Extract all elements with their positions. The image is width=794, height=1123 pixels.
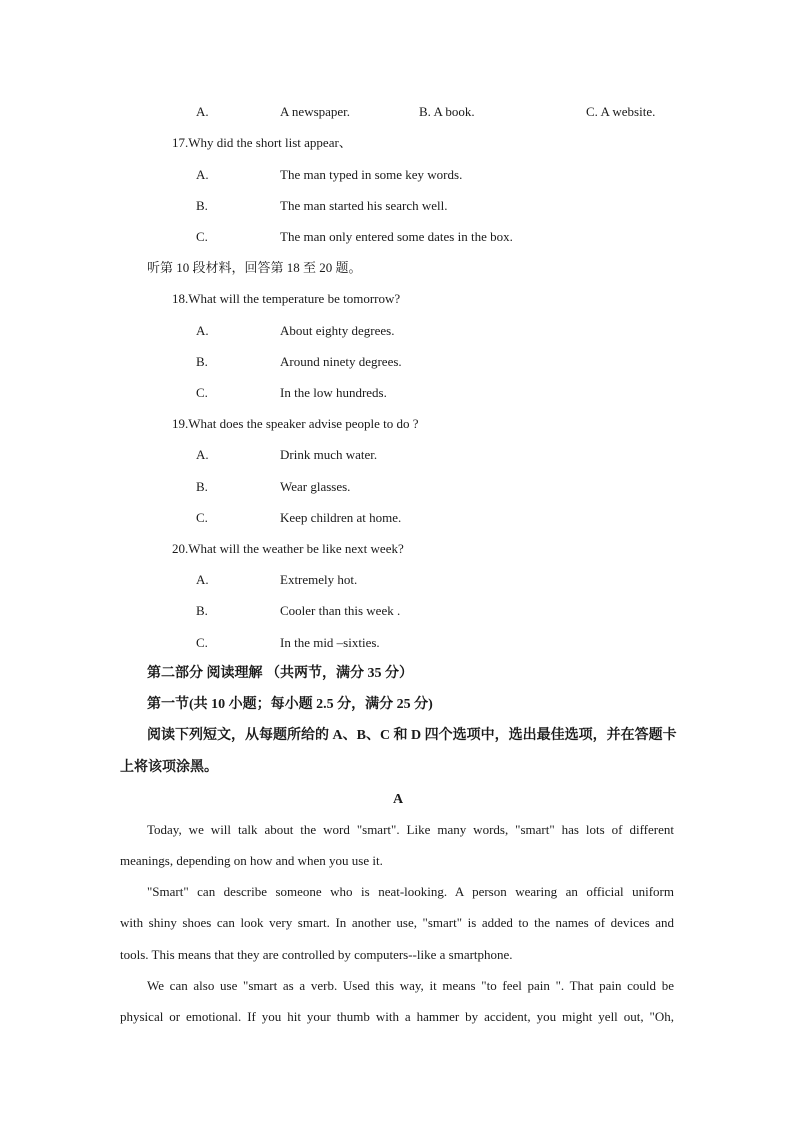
part-2-heading: 第二部分 阅读理解 （共两节，满分 35 分） bbox=[147, 666, 413, 681]
q20-option-a-letter: A. bbox=[196, 572, 209, 587]
q19-option-c-text: Keep children at home. bbox=[280, 510, 402, 525]
passage-p2-line2: with shiny shoes can look very smart. In another use, "smart" is added to the names of devices and bbox=[120, 915, 674, 930]
q16-option-b-text: A book. bbox=[433, 104, 475, 119]
passage-p1-line2: meanings, depending on how and when you use it. bbox=[120, 853, 383, 868]
q16-option-c-text: A website. bbox=[600, 104, 656, 119]
q20-option-c-text: In the mid –sixties. bbox=[280, 635, 380, 650]
passage-p1-line1: Today, we will talk about the word "smart". Like many words, "smart" has lots of different bbox=[147, 822, 674, 837]
passage-p2-line3: tools. This means that they are controlled by computers--like a smartphone. bbox=[120, 947, 513, 962]
q20-option-c-letter: C. bbox=[196, 635, 208, 650]
q18-option-a-text: About eighty degrees. bbox=[280, 323, 395, 338]
q20-option-b-text: Cooler than this week . bbox=[280, 603, 401, 618]
q17-option-c-letter: C. bbox=[196, 229, 208, 244]
q16-option-c-letter: C. bbox=[586, 104, 598, 119]
q16-option-a-letter: A. bbox=[196, 104, 209, 119]
q19-option-b-letter: B. bbox=[196, 479, 208, 494]
q17-option-b-letter: B. bbox=[196, 198, 208, 213]
question-18: 18.What will the temperature be tomorrow? bbox=[172, 291, 401, 306]
q19-option-c-letter: C. bbox=[196, 510, 208, 525]
q16-option-b-letter: B. bbox=[419, 104, 431, 119]
q17-option-a-letter: A. bbox=[196, 167, 209, 182]
section-10-intro: 听第 10 段材料，回答第 18 至 20 题。 bbox=[147, 260, 362, 275]
question-19: 19.What does the speaker advise people to do ? bbox=[172, 416, 419, 431]
passage-title: A bbox=[393, 792, 404, 807]
q18-option-b-text: Around ninety degrees. bbox=[280, 354, 402, 369]
q18-option-c-letter: C. bbox=[196, 385, 208, 400]
q20-option-b-letter: B. bbox=[196, 603, 208, 618]
q16-option-c bbox=[586, 104, 655, 120]
section-1-heading: 第一节(共 10 小题；每小题 2.5 分，满分 25 分) bbox=[147, 697, 433, 712]
question-20: 20.What will the weather be like next week? bbox=[172, 541, 404, 556]
q19-option-a-letter: A. bbox=[196, 447, 209, 462]
q19-option-b-text: Wear glasses. bbox=[280, 479, 351, 494]
passage-p3-line2: physical or emotional. If you hit your thumb with a hammer by accident, you might yell out, "Oh, bbox=[120, 1009, 674, 1024]
passage-p3-line1: We can also use "smart as a verb. Used this way, it means "to feel pain ". That pain could be bbox=[147, 978, 674, 993]
q17-option-b-text: The man started his search well. bbox=[280, 198, 448, 213]
instruction-line-1: 阅读下列短文，从每题所给的 A、B、C 和 D 四个选项中，选出最佳选项，并在答题卡 bbox=[147, 728, 677, 743]
q16-option-a-text: A newspaper. bbox=[280, 104, 351, 119]
q18-option-c-text: In the low hundreds. bbox=[280, 385, 387, 400]
q20-option-a-text: Extremely hot. bbox=[280, 572, 358, 587]
q18-option-b-letter: B. bbox=[196, 354, 208, 369]
q17-option-c-text: The man only entered some dates in the box. bbox=[280, 229, 513, 244]
q17-option-a-text: The man typed in some key words. bbox=[280, 167, 463, 182]
passage-p2-line1: "Smart" can describe someone who is neat-looking. A person wearing an official uniform bbox=[147, 884, 674, 899]
q18-option-a-letter: A. bbox=[196, 323, 209, 338]
instruction-line-2: 上将该项涂黑。 bbox=[120, 760, 218, 775]
q16-option-b bbox=[419, 104, 475, 120]
q19-option-a-text: Drink much water. bbox=[280, 447, 378, 462]
question-17: 17.Why did the short list appear、 bbox=[172, 135, 352, 150]
